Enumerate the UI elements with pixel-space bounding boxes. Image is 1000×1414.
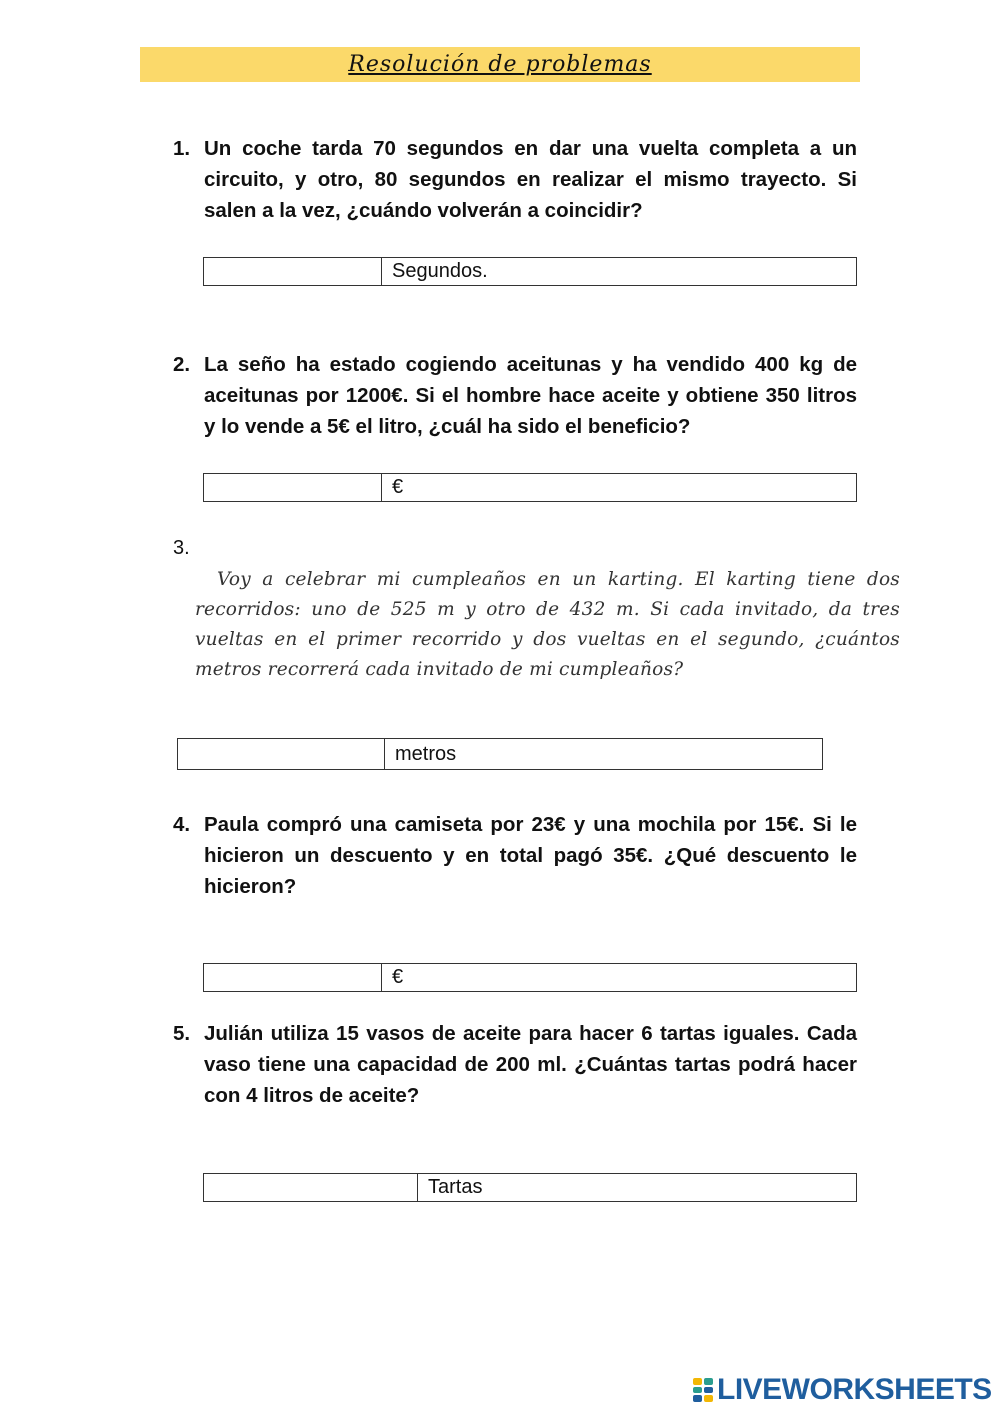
- answer-input-3[interactable]: [178, 739, 385, 769]
- problem-number: 1.: [173, 137, 191, 160]
- answer-box-3: [177, 738, 823, 770]
- page-title: Resolución de problemas: [348, 52, 652, 77]
- answer-unit: €: [392, 966, 404, 988]
- answer-box-5: [203, 1173, 857, 1202]
- problem-2: [173, 349, 857, 442]
- problem-4: [173, 809, 857, 902]
- problem-1: [173, 133, 857, 226]
- problem-number: 5.: [173, 1022, 191, 1045]
- answer-unit: €: [392, 476, 404, 498]
- problem-5: [173, 1018, 857, 1111]
- answer-unit: metros: [395, 743, 457, 765]
- answer-unit: Tartas: [428, 1176, 483, 1198]
- answer-input-1[interactable]: [204, 258, 382, 285]
- liveworksheets-logo-icon: [693, 1378, 713, 1402]
- answer-input-2[interactable]: [204, 474, 382, 501]
- brand-name: LIVEWORKSHEETS: [717, 1373, 992, 1406]
- problem-number: 4.: [173, 813, 191, 836]
- problem-text: Paula compró una camiseta por 23€ y una mochila por 15€. Si le hicieron un descuento y en total pagó 35€. ¿Qué descuento le hicieron?: [204, 813, 857, 898]
- problem-number: 2.: [173, 353, 191, 376]
- problem-3-handwritten-text: Voy a celebrar mi cumpleaños en un karting. El karting tiene dos recorridos: uno de 525 m y otro de 432 m. Si cada invitado, da tres vueltas en el primer recorrido y dos vueltas en el segundo, ¿cuántos metros recorrerá cada invitado de mi cumpleaños?: [195, 569, 900, 680]
- problem-text: La seño ha estado cogiendo aceitunas y ha vendido 400 kg de aceitunas por 1200€. Si el hombre hace aceite y obtiene 350 litros y lo vende a 5€ el litro, ¿cuál ha sido el beneficio?: [204, 353, 857, 438]
- liveworksheets-logo: [693, 1374, 992, 1406]
- answer-input-5[interactable]: [204, 1174, 418, 1201]
- problem-text: Julián utiliza 15 vasos de aceite para hacer 6 tartas iguales. Cada vaso tiene una capacidad de 200 ml. ¿Cuántas tartas podrá hacer con 4 litros de aceite?: [204, 1022, 857, 1107]
- title-banner: [140, 47, 860, 82]
- answer-box-1: [203, 257, 857, 286]
- problem-number: 3.: [173, 537, 190, 559]
- answer-input-4[interactable]: [204, 964, 382, 991]
- answer-unit: Segundos.: [392, 260, 488, 282]
- answer-box-2: [203, 473, 857, 502]
- answer-box-4: [203, 963, 857, 992]
- problem-text: Un coche tarda 70 segundos en dar una vuelta completa a un circuito, y otro, 80 segundos en realizar el mismo trayecto. Si salen a la vez, ¿cuándo volverán a coincidir?: [204, 137, 857, 222]
